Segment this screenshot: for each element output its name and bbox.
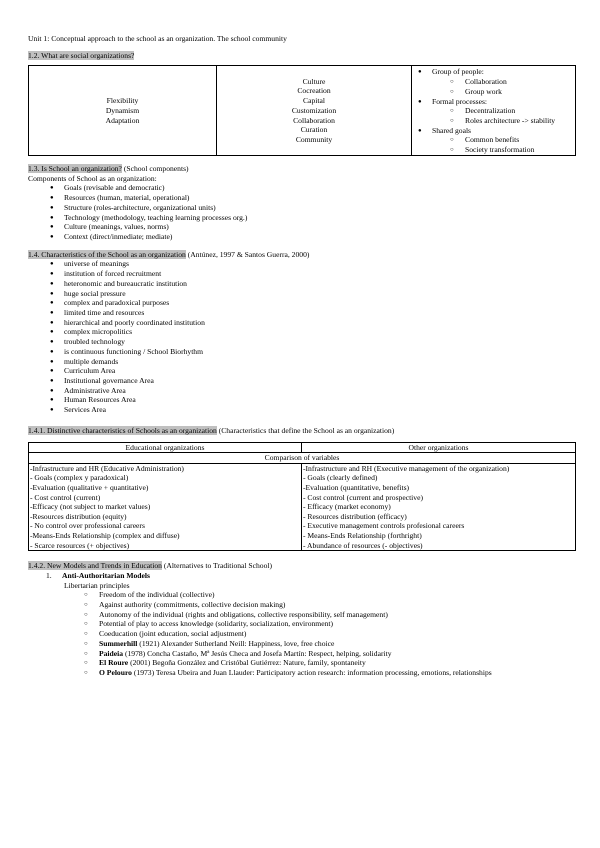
list-item-text: Against authority (commitments, collective decision making): [99, 600, 286, 609]
section-1-4-1-heading-note: (Characteristics that define the School as an organization): [216, 425, 395, 435]
list-subitem: ○ Common benefits: [450, 135, 573, 145]
social-organizations-table: [28, 65, 576, 155]
unit-title: Unit 1: Conceptual approach to the school as an organization. The school community: [28, 34, 287, 43]
table-row-text: -Efficacy (not subject to market values): [30, 502, 151, 512]
table-row-text: - Efficacy (market economy): [303, 502, 391, 512]
school-name: Summerhill: [99, 638, 138, 648]
section-1-4-1-heading: [28, 426, 576, 436]
list-item: ● heteronomic and bureaucratic institution: [46, 279, 576, 289]
list-item: ● Structure (roles-architecture, organizational units): [46, 203, 576, 213]
list-item: [414, 67, 573, 96]
list-item: [414, 126, 573, 155]
section-1-3-heading-note: (School components): [121, 163, 189, 173]
table-row-text: - Scarce resources (+ objectives): [30, 540, 130, 550]
table-row-text: - Cost control (current and prospective): [303, 492, 423, 502]
list-item: ● huge social pressure: [46, 289, 576, 299]
school-name: O Pelouro: [99, 668, 132, 678]
table-row-text: -Infrastructure and RH (Executive management of the organization): [303, 463, 510, 473]
section-1-4-2-heading-note: (Alternatives to Traditional School): [161, 561, 273, 571]
list-item: ● limited time and resources: [46, 308, 576, 318]
school-characteristics-list: [46, 259, 576, 415]
cell-line: Dynamism: [105, 105, 140, 115]
list-item-label: Group of people:: [432, 67, 484, 77]
table-row-text: - Abundance of resources (- objectives): [303, 540, 423, 550]
school-name: El Roure: [99, 658, 129, 668]
table-row-text: -Evaluation (qualitative + quantitative): [30, 482, 149, 492]
table-row-text: - Goals (clearly defined): [303, 473, 378, 483]
list-item: ● complex and paradoxical purposes: [46, 298, 576, 308]
cell-line: Customization: [291, 105, 337, 115]
list-item: [84, 658, 576, 668]
list-item-text: Freedom of the individual (collective): [99, 590, 215, 600]
model-title: Anti-Authoritarian Models: [62, 570, 150, 580]
list-item: [84, 668, 576, 678]
list-item: [84, 610, 576, 620]
list-item: ● Human Resources Area: [46, 395, 576, 405]
list-subitem: ○ Group work: [450, 87, 573, 97]
table-row-text: - Goals (complex y paradoxical): [30, 473, 129, 483]
table-row-text: -Infrastructure and HR (Educative Administration): [30, 463, 184, 473]
table-row-text: - Means-Ends Relationship (forthright): [303, 530, 422, 540]
cell-line: Community: [295, 134, 333, 144]
list-item: [84, 639, 576, 649]
cell-line: Adaptation: [105, 115, 140, 125]
flexibility-cell: [29, 66, 217, 155]
section-1-4-heading-note: (Antúnez, 1997 & Santos Guerra, 2000): [185, 249, 310, 259]
list-item-text: (1973) Teresa Ubeira and Juan Llauder: Participatory action research: information processing, emotions, relationships: [131, 668, 492, 678]
libertarian-principles: Libertarian principles: [64, 580, 130, 590]
list-subitem: ○ Society transformation: [450, 145, 573, 155]
cell-line: Capital: [303, 96, 325, 106]
culture-cell: [217, 66, 412, 155]
cell-line: Curation: [300, 125, 328, 135]
list-item: [414, 97, 573, 126]
educational-cell: [29, 463, 302, 550]
comparison-table: [28, 442, 576, 552]
section-1-4-2-heading: [28, 561, 576, 571]
list-item-text: Potential of play to access knowledge (solidarity, socialization, environment): [99, 619, 334, 629]
section-1-4-heading: [28, 250, 576, 260]
list-item: ● universe of meanings: [46, 259, 576, 269]
list-item: [84, 629, 576, 639]
list-item: ● Technology (methodology, teaching learning processes org.): [46, 213, 576, 223]
table-row-text: - No control over professional careers: [30, 521, 145, 531]
table-row-text: -Resources distribution (equity): [30, 511, 127, 521]
table-row-text: - Resources distribution (efficacy): [303, 511, 407, 521]
section-1-3-heading-text: 1.3. Is School an organization?: [28, 163, 122, 173]
list-item: [84, 600, 576, 610]
list-item-text: (1921) Alexander Sutherland Neill: Happiness, love, free choice: [137, 638, 335, 648]
cell-line: Culture: [302, 76, 326, 86]
list-item-text: (2001) Begoña González and Cristóbal Gutiérrez: Nature, family, spontaneity: [128, 658, 366, 668]
list-item-text: (1978) Concha Castaño, Mª Jesús Checa and Josefa Martín: Respect, helping, solidarity: [123, 648, 392, 658]
column-header-other: Other organizations: [302, 442, 576, 453]
column-header-educational: Educational organizations: [29, 442, 302, 453]
list-subitem: ○ Decentralization: [450, 106, 573, 116]
list-item: [84, 619, 576, 629]
list-item: ● is continuous functioning / School Biorhythm: [46, 347, 576, 357]
list-item: ● Resources (human, material, operational): [46, 193, 576, 203]
section-1-4-2-heading-text: 1.4.2. New Models and Trends in Education: [28, 561, 162, 571]
list-item: ● Goals (revisable and democratic): [46, 183, 576, 193]
list-item: ● multiple demands: [46, 357, 576, 367]
list-subitem: ○ Roles architecture -> stability: [450, 116, 573, 126]
other-cell: [302, 463, 576, 550]
table-row-text: -Means-Ends Relationship (complex and diffuse): [30, 530, 180, 540]
list-subitem: ○ Collaboration: [450, 77, 573, 87]
list-item: ● Services Area: [46, 405, 576, 415]
list-item: ● hierarchical and poorly coordinated institution: [46, 318, 576, 328]
section-1-2-heading-text: 1.2. What are social organizations?: [28, 50, 135, 60]
list-item: ● Context (direct/inmediate; mediate): [46, 232, 576, 242]
list-item-label: Shared goals: [432, 125, 472, 135]
list-item-text: Coeducation (joint education, social adjustment): [99, 629, 247, 639]
document-page: [28, 34, 576, 678]
section-1-3-intro: Components of School as an organization:: [28, 173, 157, 183]
section-1-4-1-heading-text: 1.4.1. Distinctive characteristics of Schools as an organization: [28, 425, 217, 435]
list-item: ● Culture (meanings, values, norms): [46, 222, 576, 232]
cell-line: Cocreation: [297, 86, 331, 96]
table-row-text: - Executive management controls profesional careers: [303, 521, 465, 531]
school-name: Paideia: [99, 648, 124, 658]
list-item: ● Institutional governance Area: [46, 376, 576, 386]
list-item-label: Formal processes:: [432, 96, 488, 106]
comparison-header: Comparison of variables: [29, 453, 576, 464]
list-item: [84, 590, 576, 600]
section-1-4-heading-text: 1.4. Characteristics of the School as an organization: [28, 249, 186, 259]
principles-list: [84, 590, 576, 677]
table-row-text: -Evaluation (quantitative, benefits): [303, 482, 410, 492]
list-item: ● Administrative Area: [46, 386, 576, 396]
model-number: 1.: [46, 570, 52, 580]
school-components-list: [46, 183, 576, 241]
list-item: [84, 649, 576, 659]
list-item: ● troubled technology: [46, 337, 576, 347]
list-item: ● complex micropolitics: [46, 327, 576, 337]
model-heading: [28, 571, 576, 581]
features-cell: [412, 66, 576, 155]
cell-line: Collaboration: [293, 115, 335, 125]
table-row-text: - Cost control (current): [30, 492, 101, 502]
section-1-3-heading: [28, 164, 576, 174]
list-item-text: Autonomy of the individual (rights and obligations, collective responsibility, self management): [99, 609, 388, 619]
section-1-2-heading: [28, 51, 576, 61]
list-item: ● institution of forced recruitment: [46, 269, 576, 279]
cell-line: Flexibility: [106, 96, 139, 106]
list-item: ● Curriculum Area: [46, 366, 576, 376]
